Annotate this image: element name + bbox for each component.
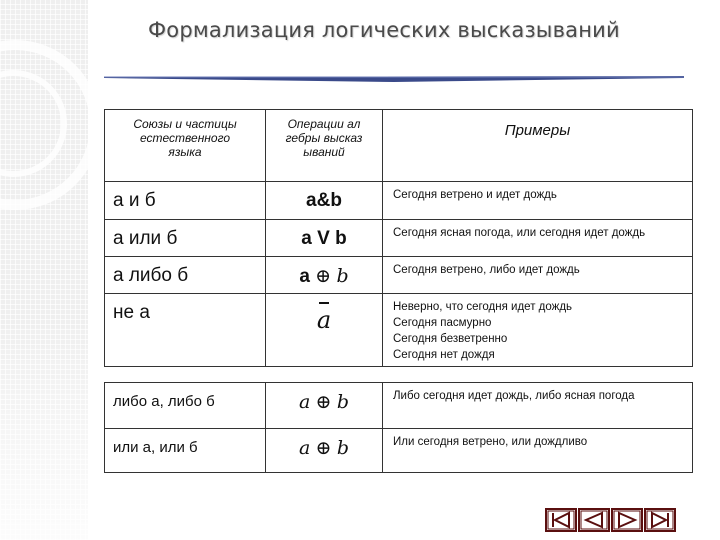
operation-cell: a ⊕ b [266, 383, 383, 429]
table-row [105, 257, 693, 294]
last-icon [644, 508, 676, 532]
first-slide-button[interactable] [545, 508, 577, 532]
conjunction-cell: а либо б [105, 257, 266, 294]
table-row [105, 383, 693, 429]
operation-cell [266, 294, 383, 367]
example-cell: Сегодня ясная погода, или сегодня идет дождь [383, 220, 693, 257]
negation-symbol: a [316, 306, 332, 334]
conjunction-cell: или а, или б [105, 429, 266, 473]
table-row [105, 429, 693, 473]
next-slide-button[interactable] [611, 508, 643, 532]
header-examples: Примеры [383, 110, 693, 182]
header-operations: Операции алгебры высказываний [266, 110, 383, 182]
table-header-row [105, 110, 693, 182]
example-cell: Сегодня ветрено, либо идет дождь [383, 257, 693, 294]
table-row [105, 182, 693, 220]
operation-cell: a&b [266, 182, 383, 220]
formalization-table [104, 109, 693, 367]
last-slide-button[interactable] [644, 508, 676, 532]
conjunction-cell: а и б [105, 182, 266, 220]
next-icon [611, 508, 643, 532]
formalization-table-extra [104, 382, 693, 473]
operation-cell: a ⊕ b [266, 429, 383, 473]
header-conjunctions: Союзы и частицы естественного языка [105, 110, 266, 182]
conjunction-cell: либо а, либо б [105, 383, 266, 429]
previous-icon [578, 508, 610, 532]
example-cell: Неверно, что сегодня идет дождь Сегодня пасмурно Сегодня безветренно Сегодня нет дождя [383, 294, 693, 367]
example-cell: Либо сегодня идет дождь, либо ясная погода [383, 383, 693, 429]
slide-title: Формализация логических высказываний [148, 18, 620, 42]
operation-cell: a V b [266, 220, 383, 257]
previous-slide-button[interactable] [578, 508, 610, 532]
decorative-strip [0, 0, 88, 540]
table-row [105, 220, 693, 257]
operation-cell: a ⊕ b [266, 257, 383, 294]
title-underline [104, 73, 684, 83]
conjunction-cell: а или б [105, 220, 266, 257]
first-icon [545, 508, 577, 532]
example-cell: Сегодня ветрено и идет дождь [383, 182, 693, 220]
example-cell: Или сегодня ветрено, или дождливо [383, 429, 693, 473]
table-row [105, 294, 693, 367]
conjunction-cell: не а [105, 294, 266, 367]
